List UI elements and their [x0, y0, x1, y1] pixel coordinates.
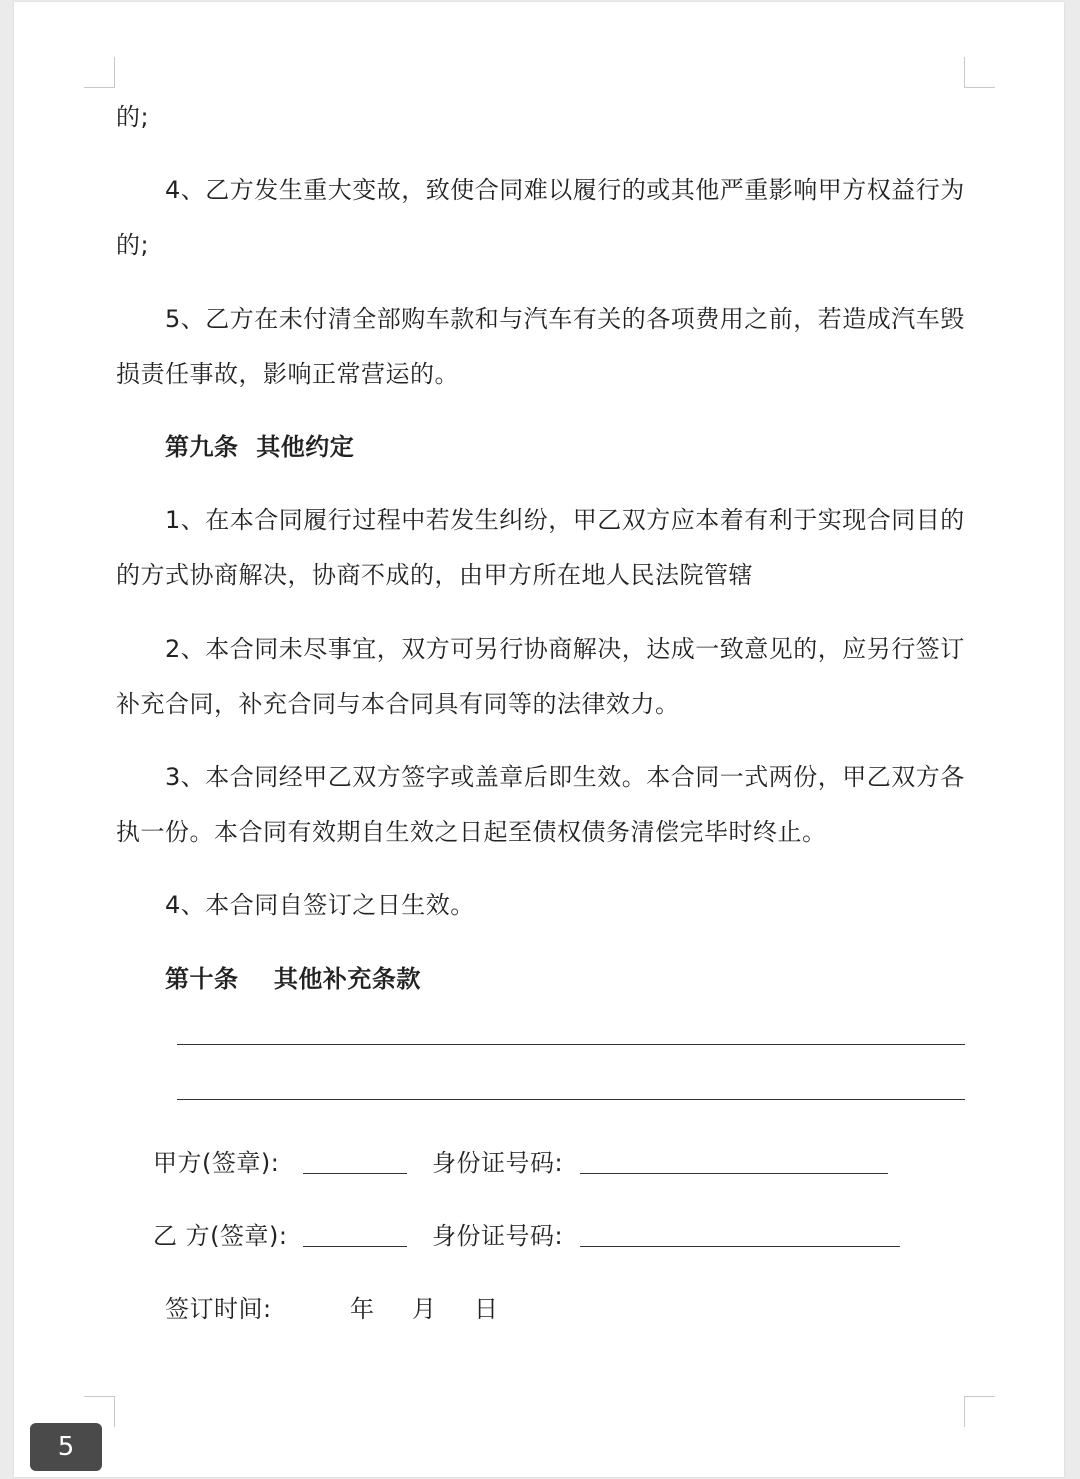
article-9-clause-1-line-1: 1、在本合同履行过程中若发生纠纷，甲乙双方应本着有利于实现合同目的 [165, 506, 965, 534]
sign-date-year: 年 [350, 1295, 375, 1323]
item-4-line-2: 的; [116, 231, 150, 259]
party-b-id-blank [580, 1246, 900, 1247]
party-a-id-label: 身份证号码: [432, 1149, 564, 1177]
article-9-clause-2-line-2: 补充合同，补充合同与本合同具有同等的法律效力。 [116, 690, 680, 718]
crop-mark-top-right [964, 57, 995, 88]
article-9-clause-1-line-2: 的方式协商解决，协商不成的，由甲方所在地人民法院管辖 [116, 561, 753, 589]
item-5-line-1: 5、乙方在未付清全部购车款和与汽车有关的各项费用之前，若造成汽车毁 [165, 305, 965, 333]
party-a-signature-blank [303, 1173, 407, 1174]
article-9-clause-2-line-1: 2、本合同未尽事宜，双方可另行协商解决，达成一致意见的，应另行签订 [165, 635, 965, 663]
party-a-signature-label: 甲方(签章): [153, 1149, 280, 1177]
continuation-text: 的; [116, 103, 150, 131]
sign-date-label: 签订时间: [165, 1295, 272, 1323]
supplementary-blank-line-1 [177, 1044, 965, 1045]
party-b-id-label: 身份证号码: [432, 1222, 564, 1250]
crop-mark-top-left [84, 57, 115, 88]
party-b-signature-label: 乙 方(签章): [153, 1222, 288, 1250]
item-5-line-2: 损责任事故，影响正常营运的。 [116, 360, 459, 388]
crop-mark-bottom-right [964, 1396, 995, 1427]
item-4-line-1: 4、乙方发生重大变故，致使合同难以履行的或其他严重影响甲方权益行为 [165, 176, 965, 204]
sign-date-day: 日 [474, 1295, 499, 1323]
supplementary-blank-line-2 [177, 1099, 965, 1100]
party-b-signature-blank [303, 1246, 407, 1247]
article-10-heading: 第十条 其他补充条款 [165, 965, 421, 993]
article-9-clause-3-line-2: 执一份。本合同有效期自生效之日起至债权债务清偿完毕时终止。 [116, 818, 827, 846]
party-a-id-blank [580, 1173, 888, 1174]
article-9-clause-3-line-1: 3、本合同经甲乙双方签字或盖章后即生效。本合同一式两份，甲乙双方各 [165, 763, 965, 791]
document-page [14, 2, 1064, 1477]
page-number-indicator[interactable]: 5 [30, 1423, 102, 1471]
article-9-heading: 第九条 其他约定 [165, 433, 355, 461]
article-9-clause-4: 4、本合同自签订之日生效。 [165, 891, 475, 919]
sign-date-month: 月 [412, 1295, 437, 1323]
